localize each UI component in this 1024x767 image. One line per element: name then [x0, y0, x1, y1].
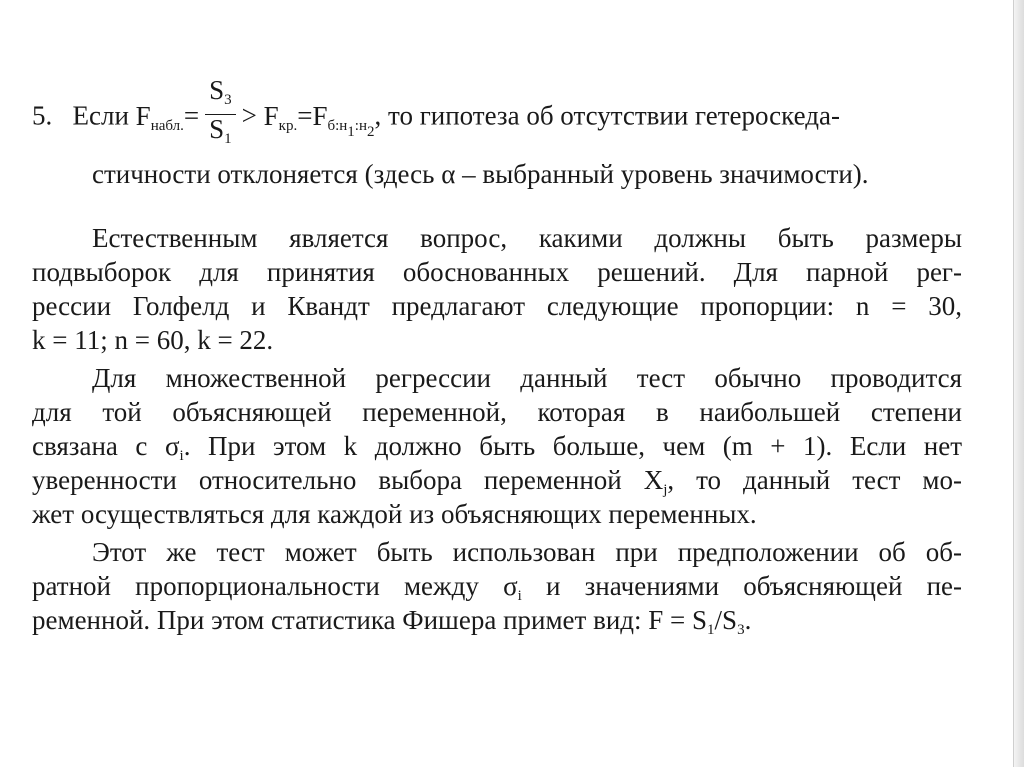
para2-line4: уверенности относительно выбора переменной $X_j$, то данный тест мо-: [32, 465, 962, 498]
para2-line1: Для множественной регрессии данный тест обычно проводится: [92, 363, 962, 393]
para1-line1: Естественным является вопрос, какими должны быть размеры: [92, 223, 962, 253]
para3-line2: ратной пропорциональности между $\sigma_i$ и значениями объясняющей пе-: [32, 571, 963, 604]
fraction-s3-s1: $\frac{S_3}{S_1}$: [205, 76, 236, 153]
para2-line3: связана с $\sigma_i$. При этом k должно быть больше, чем (m + 1). Если нет: [32, 431, 963, 464]
item-number: 5.: [32, 100, 53, 131]
page-edge-shadow: [1013, 0, 1024, 767]
f-b-n1-n2: $F_{б:н1:н2}$: [312, 100, 375, 140]
para1-line4: k = 11; n = 60, k = 22.: [32, 325, 274, 355]
para2-line2: для той объясняющей переменной, которая в наибольшей степени: [32, 397, 962, 427]
para2-line5: жет осуществляться для каждой из объясняющих переменных.: [32, 499, 757, 529]
item5-line1: 5. Если $F_{набл.}=$ $\frac{S_3}{S_1}$ > $F_{кр.}=F_{б:н1:н2}$, то гипотеза об отсутствии гетероскеда-: [32, 80, 840, 162]
item5-line2: стичности отклоняется (здесь α – выбранный уровень значимости).: [92, 159, 869, 189]
para1-line3: рессии Голфелд и Квандт предлагают следующие пропорции: n = 30,: [32, 291, 962, 321]
para1-line2: подвыборок для принятия обоснованных решений. Для парной рег-: [32, 257, 962, 287]
para3-line3: ременной. При этом статистика Фишера примет вид: $F = S_1/S_3$.: [32, 605, 752, 638]
f-observed: $F_{набл.}$: [135, 100, 184, 134]
f-critical: $F_{кр.}$: [263, 100, 298, 134]
para3-line1: Этот же тест может быть использован при предположении об об-: [92, 537, 962, 567]
